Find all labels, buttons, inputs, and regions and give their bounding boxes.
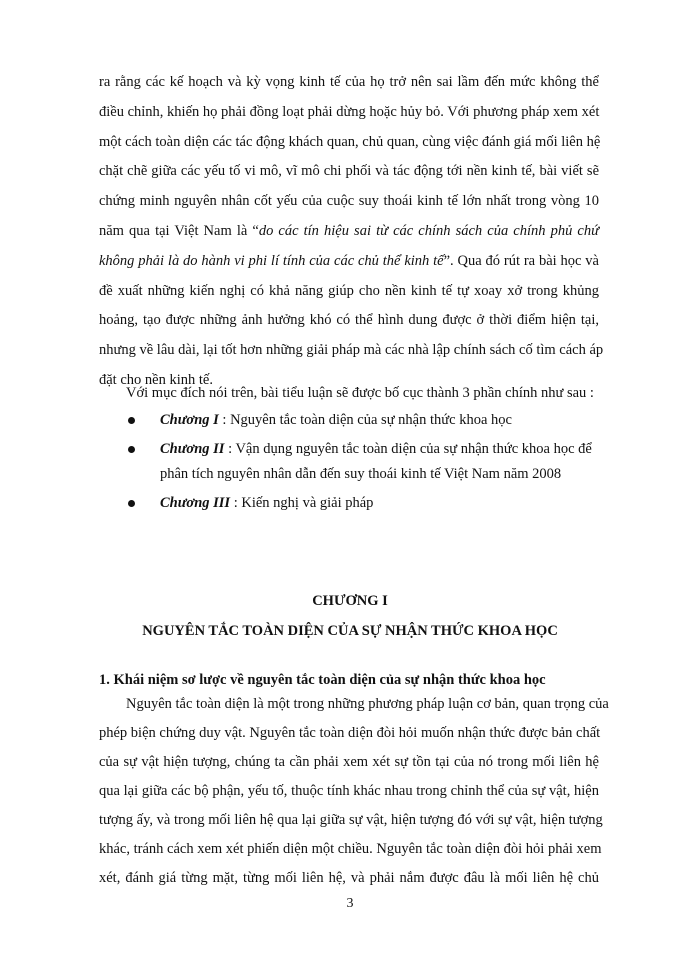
list-item — [126, 437, 606, 487]
quoted-text: không phải là do hành vi phi lí tính của các chủ thể kinh tế — [99, 252, 444, 269]
bullet-icon — [128, 500, 135, 507]
chapter-label: Chương III — [160, 495, 231, 511]
intro-paragraph — [99, 68, 604, 396]
text-line: Nguyên tắc toàn diện là một trong những phương pháp luận cơ bản, quan trọng của — [126, 696, 609, 712]
chapter-description: : Kiến nghị và giải pháp — [230, 495, 374, 511]
text-line: một cách toàn diện các tác động khách quan, chủ quan, cùng việc đánh giá mối liên hệ — [99, 133, 601, 150]
text-fragment: năm qua tại Việt Nam là “ — [99, 222, 259, 239]
text-line: xét, đánh giá từng mặt, từng mối liên hệ, và phải nắm được đâu là mối liên hệ chủ — [99, 870, 599, 886]
text-line — [99, 217, 599, 247]
list-item — [126, 408, 606, 433]
chapter-description: : Nguyên tắc toàn diện của sự nhận thức khoa học — [218, 412, 512, 428]
text-line: chặt chẽ giữa các yếu tố vi mô, vĩ mô chi phối và tác động tới nền kinh tế, bài viết sẽ — [99, 163, 599, 180]
section-heading: 1. Khái niệm sơ lược về nguyên tắc toàn diện của sự nhận thức khoa học — [99, 672, 546, 688]
section-paragraph — [99, 690, 609, 893]
text-line: điều chỉnh, khiến họ phải đồng loạt phải dừng hoặc hủy bỏ. Với phương pháp xem xét — [99, 103, 600, 120]
chapter-description: : Vận dụng nguyên tắc toàn diện của sự nhận thức khoa học để phân tích nguyên nhân dẫn đến suy thoái kinh tế Việt Nam năm 2008 — [160, 441, 592, 482]
text-line: chứng minh nguyên nhân cốt yếu của cuộc suy thoái kinh tế lớn nhất trong vòng 10 — [99, 193, 599, 210]
text-line: phép biện chứng duy vật. Nguyên tắc toàn diện đòi hỏi muốn nhận thức được bản chất — [99, 725, 601, 741]
chapter-subtitle: NGUYÊN TẮC TOÀN DIỆN CỦA SỰ NHẬN THỨC KHOA HỌC — [142, 623, 558, 639]
list-item — [126, 491, 606, 516]
text-line: ra rằng các kế hoạch và kỳ vọng kinh tế của họ trở nên sai lầm đến mức không thể — [99, 74, 599, 90]
text-line: khác, tránh cách xem xét phiến diện một chiều. Nguyên tắc toàn diện đòi hỏi phải xem — [99, 841, 602, 857]
quoted-text: do các tín hiệu sai từ các chính sách của chính phủ chứ — [258, 222, 599, 239]
text-fragment: ”. Qua đó rút ra bài học và — [443, 252, 599, 269]
text-line: hoảng, tạo được những ảnh hưởng khó có thể hình dung được ở thời điểm hiện tại, — [99, 312, 599, 329]
chapter-label: Chương I — [160, 412, 219, 428]
text-line: đặt cho nền kinh tế. — [99, 371, 213, 388]
chapter-list — [126, 408, 606, 520]
bullet-icon — [128, 446, 135, 453]
chapter-label: Chương II — [160, 441, 225, 457]
structure-intro: Với mục đích nói trên, bài tiểu luận sẽ được bố cục thành 3 phần chính như sau : — [126, 385, 594, 401]
text-line: tượng ấy, và trong mối liên hệ qua lại giữa sự vật, hiện tượng đó với sự vật, hiện tượng — [99, 812, 603, 828]
page-number: 3 — [346, 896, 354, 911]
text-line: qua lại giữa các bộ phận, yếu tố, thuộc tính khác nhau trong chỉnh thể của sự vật, hiện — [99, 783, 599, 799]
bullet-icon — [128, 417, 135, 424]
text-line: của sự vật hiện tượng, chúng ta cần phải xem xét sự tồn tại của nó trong mối liên hệ — [99, 754, 599, 770]
text-line — [99, 247, 599, 277]
text-line: nhưng về lâu dài, lại tốt hơn những giải pháp mà các nhà lập chính sách cố tìm cách áp — [99, 342, 604, 359]
text-line: đề xuất những kiến nghị có khả năng giúp cho nền kinh tế tự xoay xở trong khủng — [99, 282, 599, 299]
chapter-heading: CHƯƠNG I — [312, 593, 388, 609]
